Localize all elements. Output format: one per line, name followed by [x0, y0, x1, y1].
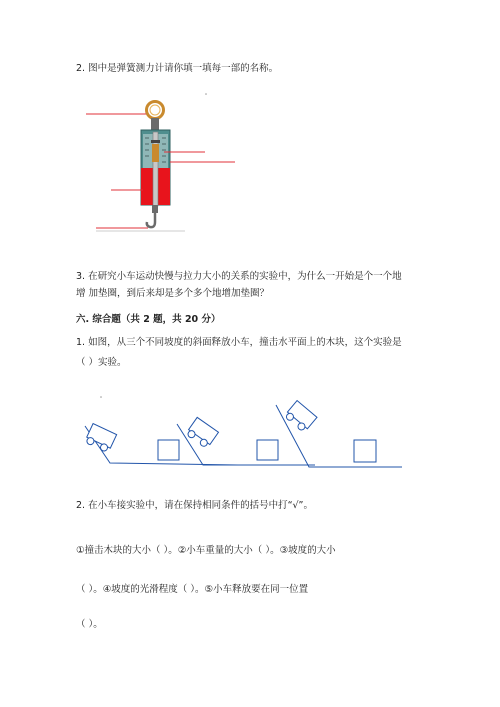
wood-block-2-icon — [257, 440, 278, 460]
wood-block-3-icon — [354, 440, 376, 462]
problem-2-line1: 2. 在小车接实验中，请在保持相同条件的括号中打“√”。 — [76, 500, 313, 511]
question-2-text: 2. 图中是弹簧测力计请你填一填每一部的名称。 — [76, 63, 279, 74]
problem-1-line1: 1. 如图，从三个不同坡度的斜面释放小车，撞击水平面上的木块，这个实验是 — [76, 337, 402, 348]
car-1-icon — [84, 424, 116, 454]
problem-2-line2: ①撞击木块的大小（ ）。②小车重量的大小（ ）。③坡度的大小 — [76, 545, 336, 556]
wood-block-1-icon — [158, 440, 179, 460]
question-3-line2: 增 加垫圈，到后来却是多个多个地增加垫圈？ — [76, 288, 270, 299]
question-3-line1: 3. 在研究小车运动快慢与拉力大小的关系的实验中，为什么一开始是个一个地 — [76, 271, 402, 282]
problem-1-line2: （ ）实验。 — [76, 357, 127, 368]
section-6-heading: 六. 综合题（共 2 题，共 20 分） — [76, 314, 221, 325]
problem-2-line3: （ ）。④坡度的光滑程度（ ）。⑤小车释放要在同一位置 — [76, 584, 309, 595]
problem-2-line4: （ ）。 — [76, 619, 103, 630]
